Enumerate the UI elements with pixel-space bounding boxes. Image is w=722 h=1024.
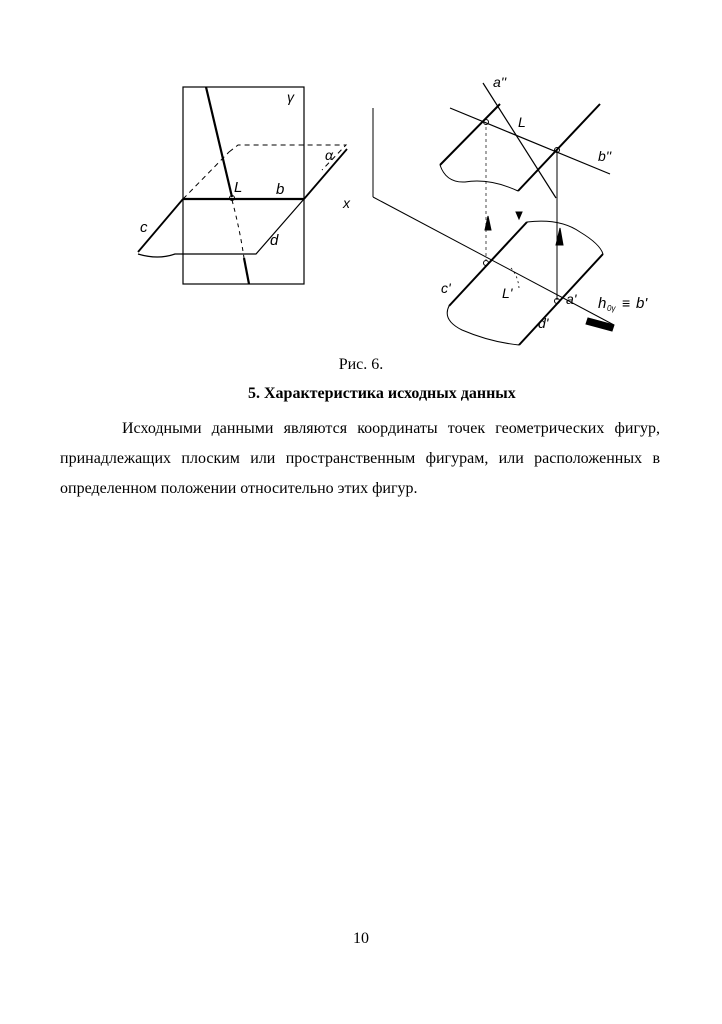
label-alpha: α	[325, 147, 333, 163]
label-x: x	[343, 195, 350, 211]
line-a-hidden	[232, 200, 244, 258]
label-h0-subscript: 0γ	[607, 304, 616, 313]
figure-caption: Рис. 6.	[338, 356, 384, 373]
label-b1: b'	[636, 295, 648, 312]
label-L2: L	[518, 114, 526, 130]
label-L1: L'	[502, 285, 513, 301]
label-b2: b''	[598, 148, 612, 164]
label-d: d	[270, 232, 279, 249]
label-c: c	[140, 219, 148, 236]
label-a1: a'	[566, 291, 577, 307]
plane-alpha-bottom	[138, 199, 304, 257]
page-number: 10	[353, 930, 369, 947]
plane-outline-upper	[440, 165, 518, 191]
projection-d1	[519, 254, 603, 345]
trace-arrow-h0	[586, 318, 614, 331]
label-a2: a''	[493, 74, 507, 90]
figure-6	[0, 0, 722, 360]
label-c1: c'	[441, 280, 451, 296]
axis-x	[373, 197, 614, 325]
label-equiv: ≡	[622, 295, 631, 311]
label-h0: h	[598, 295, 607, 312]
label-d1: d'	[538, 315, 549, 331]
projection-c2	[440, 104, 500, 165]
plane-alpha-dashed-outline	[183, 145, 346, 199]
section-heading: 5. Характеристика исходных данных	[248, 385, 516, 402]
arrow-down	[516, 212, 522, 219]
projection-a2	[483, 83, 556, 198]
right-figure	[342, 74, 648, 345]
projection-d2	[518, 104, 600, 191]
label-gamma: γ	[287, 89, 294, 105]
body-paragraph: Исходными данными являются координаты точек геометрических фигур, принадлежащих плоским или пространственным фигурам, или расположенных в определенном положении относительно этих фигур.	[60, 420, 660, 497]
left-figure	[138, 87, 347, 284]
line-a-lower	[244, 258, 249, 284]
label-L: L	[234, 179, 243, 196]
label-b: b	[276, 181, 285, 198]
line-a-upper	[206, 87, 232, 197]
